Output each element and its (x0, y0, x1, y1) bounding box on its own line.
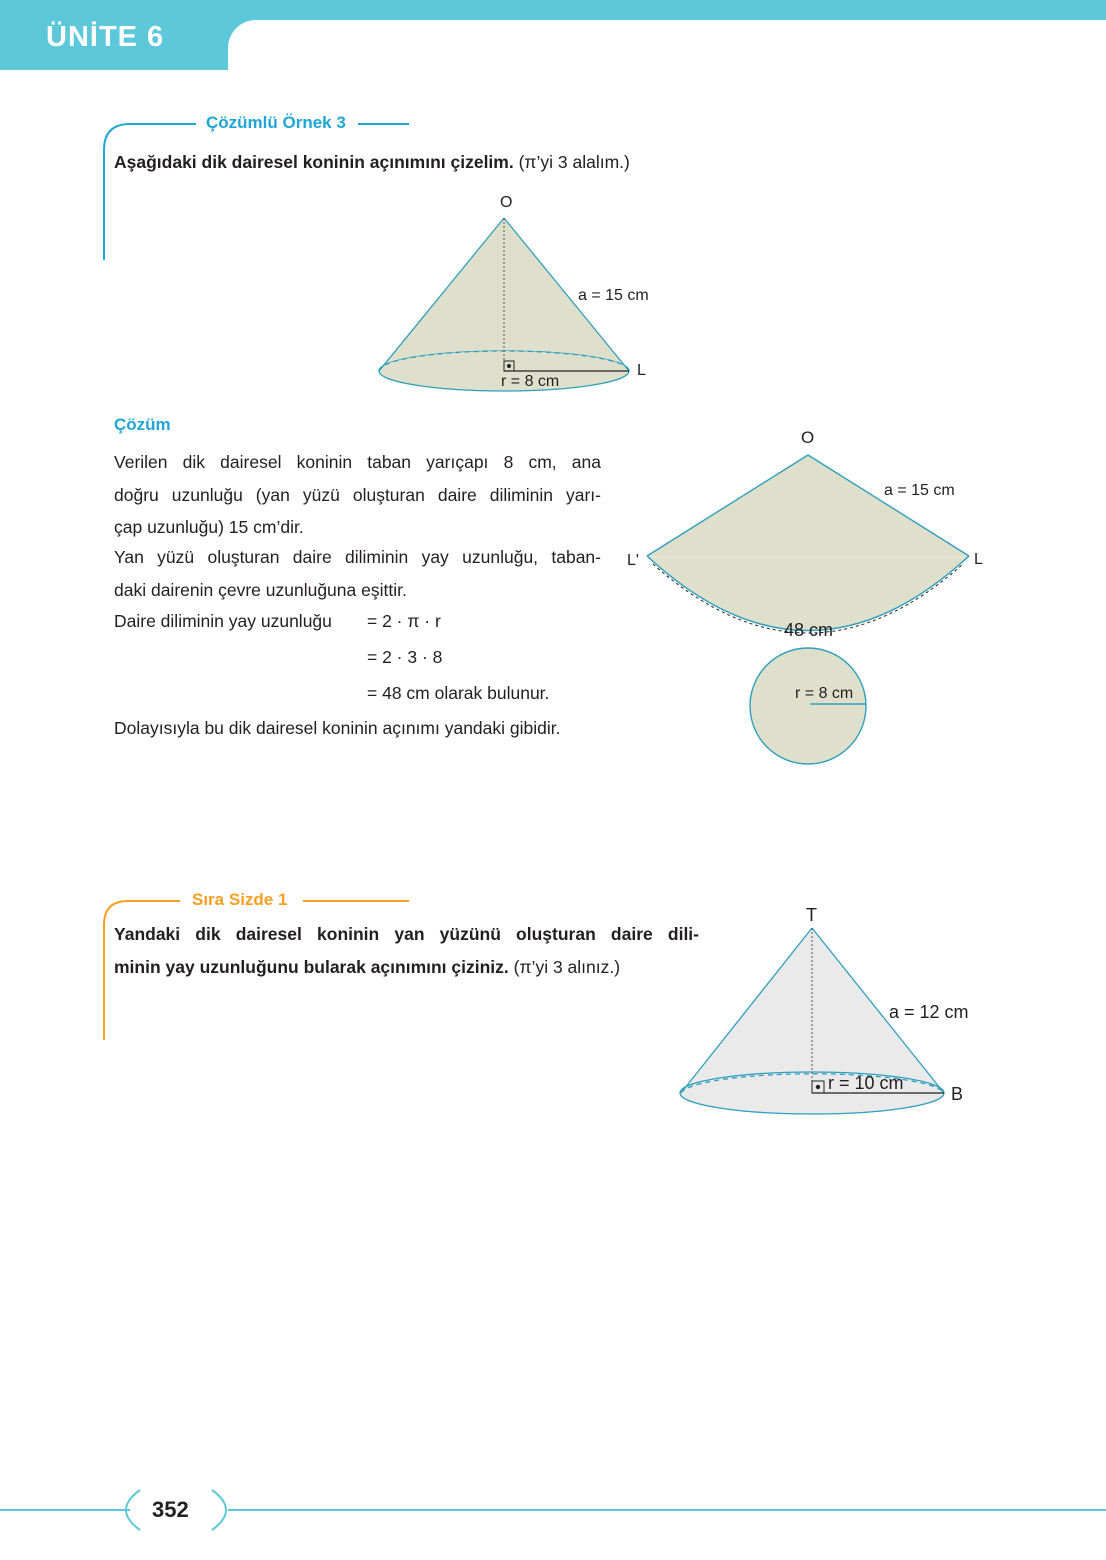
net-right-point-label: L (974, 551, 983, 568)
solution-p2-line-2: daki dairenin çevre uzunluğuna eşittir. (114, 579, 407, 600)
net-apex-label: O (801, 428, 815, 447)
equation-step-2: = 2 · 3 · 8 (367, 647, 443, 667)
exercise-question-line-2 (114, 951, 699, 984)
solution-p1-line-1: Verilen dik dairesel koninin taban yarıçapı 8 cm, ana (114, 452, 601, 472)
exercise-title: Sıra Sizde 1 (192, 890, 288, 909)
cone1-apex-label: O (500, 194, 513, 211)
cone2-apex-label: T (806, 905, 817, 925)
exercise-question-note: (π’yi 3 alınız.) (513, 956, 621, 977)
net-slant-label: a = 15 cm (884, 482, 955, 499)
example-question-text: Aşağıdaki dik dairesel koninin açınımını çizelim. (114, 152, 514, 172)
unit-title: ÜNİTE 6 (46, 21, 165, 53)
exercise-question-line-2-text: minin yay uzunluğunu bularak açınımını çiziniz. (114, 956, 509, 977)
exercise-question-line-1: Yandaki dik dairesel koninin yan yüzünü oluşturan daire dili- (114, 924, 699, 944)
solution-p1-line-2: doğru uzunluğu (yan yüzü oluşturan daire diliminin yarı- (114, 484, 601, 505)
example-question-note: (π’yi 3 alalım.) (518, 152, 630, 172)
solution-paragraph-1 (114, 446, 601, 544)
equation-label: Daire diliminin yay uzunluğu (114, 611, 332, 631)
cone2-point-label: B (951, 1084, 964, 1104)
solution-conclusion: Dolayısıyla bu dik dairesel koninin açınımı yandaki gibidir. (114, 718, 561, 738)
exercise-question (114, 918, 699, 983)
solution-paragraph-2 (114, 541, 601, 606)
solution-title: Çözüm (114, 415, 171, 434)
equation-step-3: = 48 cm olarak bulunur. (367, 683, 550, 703)
cone1-slant-label: a = 15 cm (578, 287, 649, 304)
page-number: 352 (152, 1497, 189, 1522)
solution-p1-line-3: çap uzunluğu) 15 cm’dir. (114, 517, 304, 537)
cone1-radius-label: r = 8 cm (501, 373, 560, 390)
net-radius-label: r = 8 cm (795, 685, 854, 702)
example-question (114, 146, 630, 179)
solution-p2-line-1: Yan yüzü oluşturan daire diliminin yay uzunluğu, taban- (114, 547, 601, 567)
equation-step-1: = 2 · π · r (367, 611, 441, 631)
net-arc-label: 48 cm (784, 620, 834, 640)
example-title: Çözümlü Örnek 3 (206, 113, 346, 132)
cone1-point-label: L (637, 362, 646, 379)
net-left-point-label: L' (627, 552, 639, 569)
cone2-slant-label: a = 12 cm (889, 1002, 969, 1022)
cone-net-figure (620, 420, 1000, 780)
cone2-radius-label: r = 10 cm (828, 1073, 904, 1093)
